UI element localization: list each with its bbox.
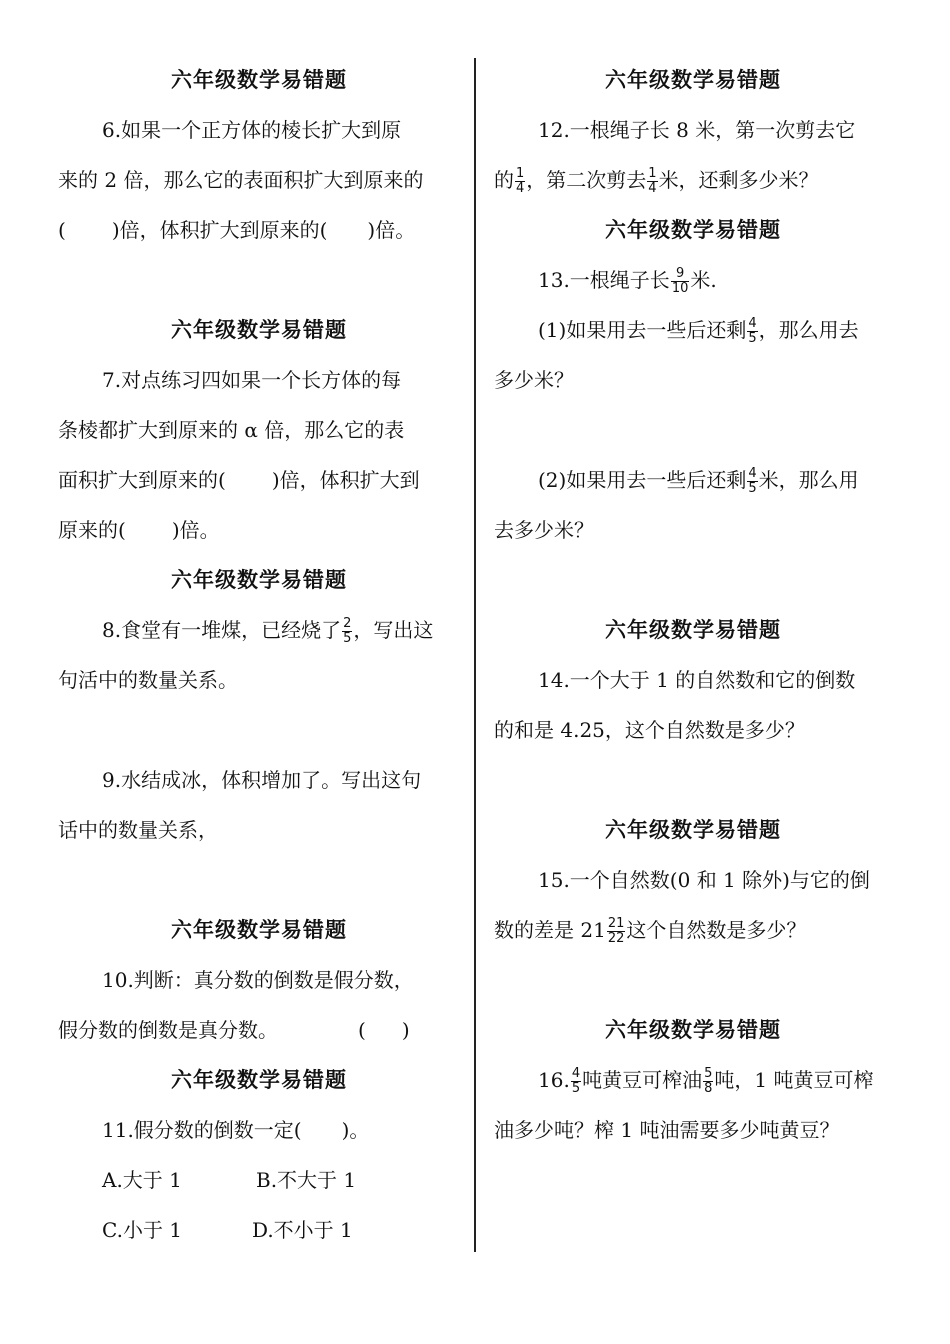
section-heading: 六年级数学易错题 bbox=[171, 1068, 347, 1092]
q9-line-1: 9.水结成冰，体积增加了。写出这句 bbox=[102, 768, 422, 792]
q6-line-3: ( )倍，体积扩大到原来的( )倍。 bbox=[58, 218, 416, 242]
fraction: $\frac{21}{22}$ bbox=[607, 916, 625, 946]
q16-line-2: 油多少吨？榨 1 吨油需要多少吨黄豆？ bbox=[494, 1118, 840, 1142]
q10-line-2: 假分数的倒数是真分数。 ( ) bbox=[58, 1018, 410, 1042]
q14-line-1: 14.一个大于 1 的自然数和它的倒数 bbox=[538, 668, 856, 692]
q13-line-1: 13.一根绳子长 $\frac{9}{10}$ 米. bbox=[538, 266, 717, 296]
fraction: $\frac{4}{5}$ bbox=[748, 316, 757, 346]
section-heading: 六年级数学易错题 bbox=[605, 1018, 781, 1042]
fraction: $\frac{5}{8}$ bbox=[704, 1066, 713, 1096]
fraction: $\frac{4}{5}$ bbox=[748, 466, 757, 496]
option-d: D.不小于 1 bbox=[252, 1218, 353, 1242]
section-heading: 六年级数学易错题 bbox=[171, 68, 347, 92]
q11-line-1: 11.假分数的倒数一定( )。 bbox=[102, 1118, 370, 1142]
section-heading: 六年级数学易错题 bbox=[605, 818, 781, 842]
q11-options-cd bbox=[58, 1205, 460, 1255]
q16-line-1: 16. $\frac{4}{5}$ 吨黄豆可榨油 $\frac{5}{8}$ 吨，1 吨黄豆可榨 bbox=[538, 1066, 874, 1096]
right-column bbox=[494, 55, 892, 1155]
option-a: A.大于 1 bbox=[102, 1168, 182, 1192]
section-heading: 六年级数学易错题 bbox=[605, 218, 781, 242]
column-divider bbox=[474, 58, 476, 1252]
option-c: C.小于 1 bbox=[102, 1218, 183, 1242]
option-b: B.不大于 1 bbox=[256, 1168, 357, 1192]
fraction: $\frac{2}{5}$ bbox=[343, 616, 352, 646]
q13-line-4: (2)如果用去一些后还剩 $\frac{4}{5}$ 米，那么用 bbox=[538, 466, 859, 496]
q13-line-5: 去多少米？ bbox=[494, 518, 594, 542]
q15-line-1: 15.一个自然数(0 和 1 除外)与它的倒 bbox=[538, 868, 870, 892]
q15-line-2: 数的差是 21 $\frac{21}{22}$ 这个自然数是多少？ bbox=[494, 916, 807, 946]
q13-line-3: 多少米？ bbox=[494, 368, 574, 392]
fraction: $\frac{1}{4}$ bbox=[648, 166, 657, 196]
section-heading: 六年级数学易错题 bbox=[171, 568, 347, 592]
fraction: $\frac{9}{10}$ bbox=[671, 266, 689, 296]
section-heading: 六年级数学易错题 bbox=[605, 68, 781, 92]
q10-line-1: 10.判断：真分数的倒数是假分数， bbox=[102, 968, 414, 992]
left-column bbox=[58, 55, 460, 1255]
q7-line-3: 面积扩大到原来的( )倍，体积扩大到 bbox=[58, 468, 420, 492]
q7-line-2: 条棱都扩大到原来的 α 倍，那么它的表 bbox=[58, 418, 405, 442]
section-heading: 六年级数学易错题 bbox=[171, 318, 347, 342]
q11-options-ab bbox=[58, 1155, 460, 1205]
q6-line-2: 来的 2 倍，那么它的表面积扩大到原来的 bbox=[58, 168, 424, 192]
q8-line-2: 句活中的数量关系。 bbox=[58, 668, 238, 692]
fraction: $\frac{4}{5}$ bbox=[571, 1066, 581, 1096]
fraction: $\frac{1}{4}$ bbox=[516, 166, 525, 196]
q7-line-4: 原来的( )倍。 bbox=[58, 518, 220, 542]
q14-line-2: 的和是 4.25，这个自然数是多少？ bbox=[494, 718, 805, 742]
section-heading: 六年级数学易错题 bbox=[171, 918, 347, 942]
section-heading: 六年级数学易错题 bbox=[605, 618, 781, 642]
q7-line-1: 7.对点练习四如果一个长方体的每 bbox=[102, 368, 402, 392]
q6-line-1: 6.如果一个正方体的棱长扩大到原 bbox=[102, 118, 402, 142]
q8-line-1: 8.食堂有一堆煤，已经烧了 $\frac{2}{5}$ ，写出这 bbox=[102, 616, 434, 646]
q12-line-2: 的 $\frac{1}{4}$ ，第二次剪去 $\frac{1}{4}$ 米，还剩多少米？ bbox=[494, 166, 819, 196]
q12-line-1: 12.一根绳子长 8 米，第一次剪去它 bbox=[538, 118, 856, 142]
q9-line-2: 话中的数量关系， bbox=[58, 818, 218, 842]
q13-line-2: (1)如果用去一些后还剩 $\frac{4}{5}$ ，那么用去 bbox=[538, 316, 859, 346]
